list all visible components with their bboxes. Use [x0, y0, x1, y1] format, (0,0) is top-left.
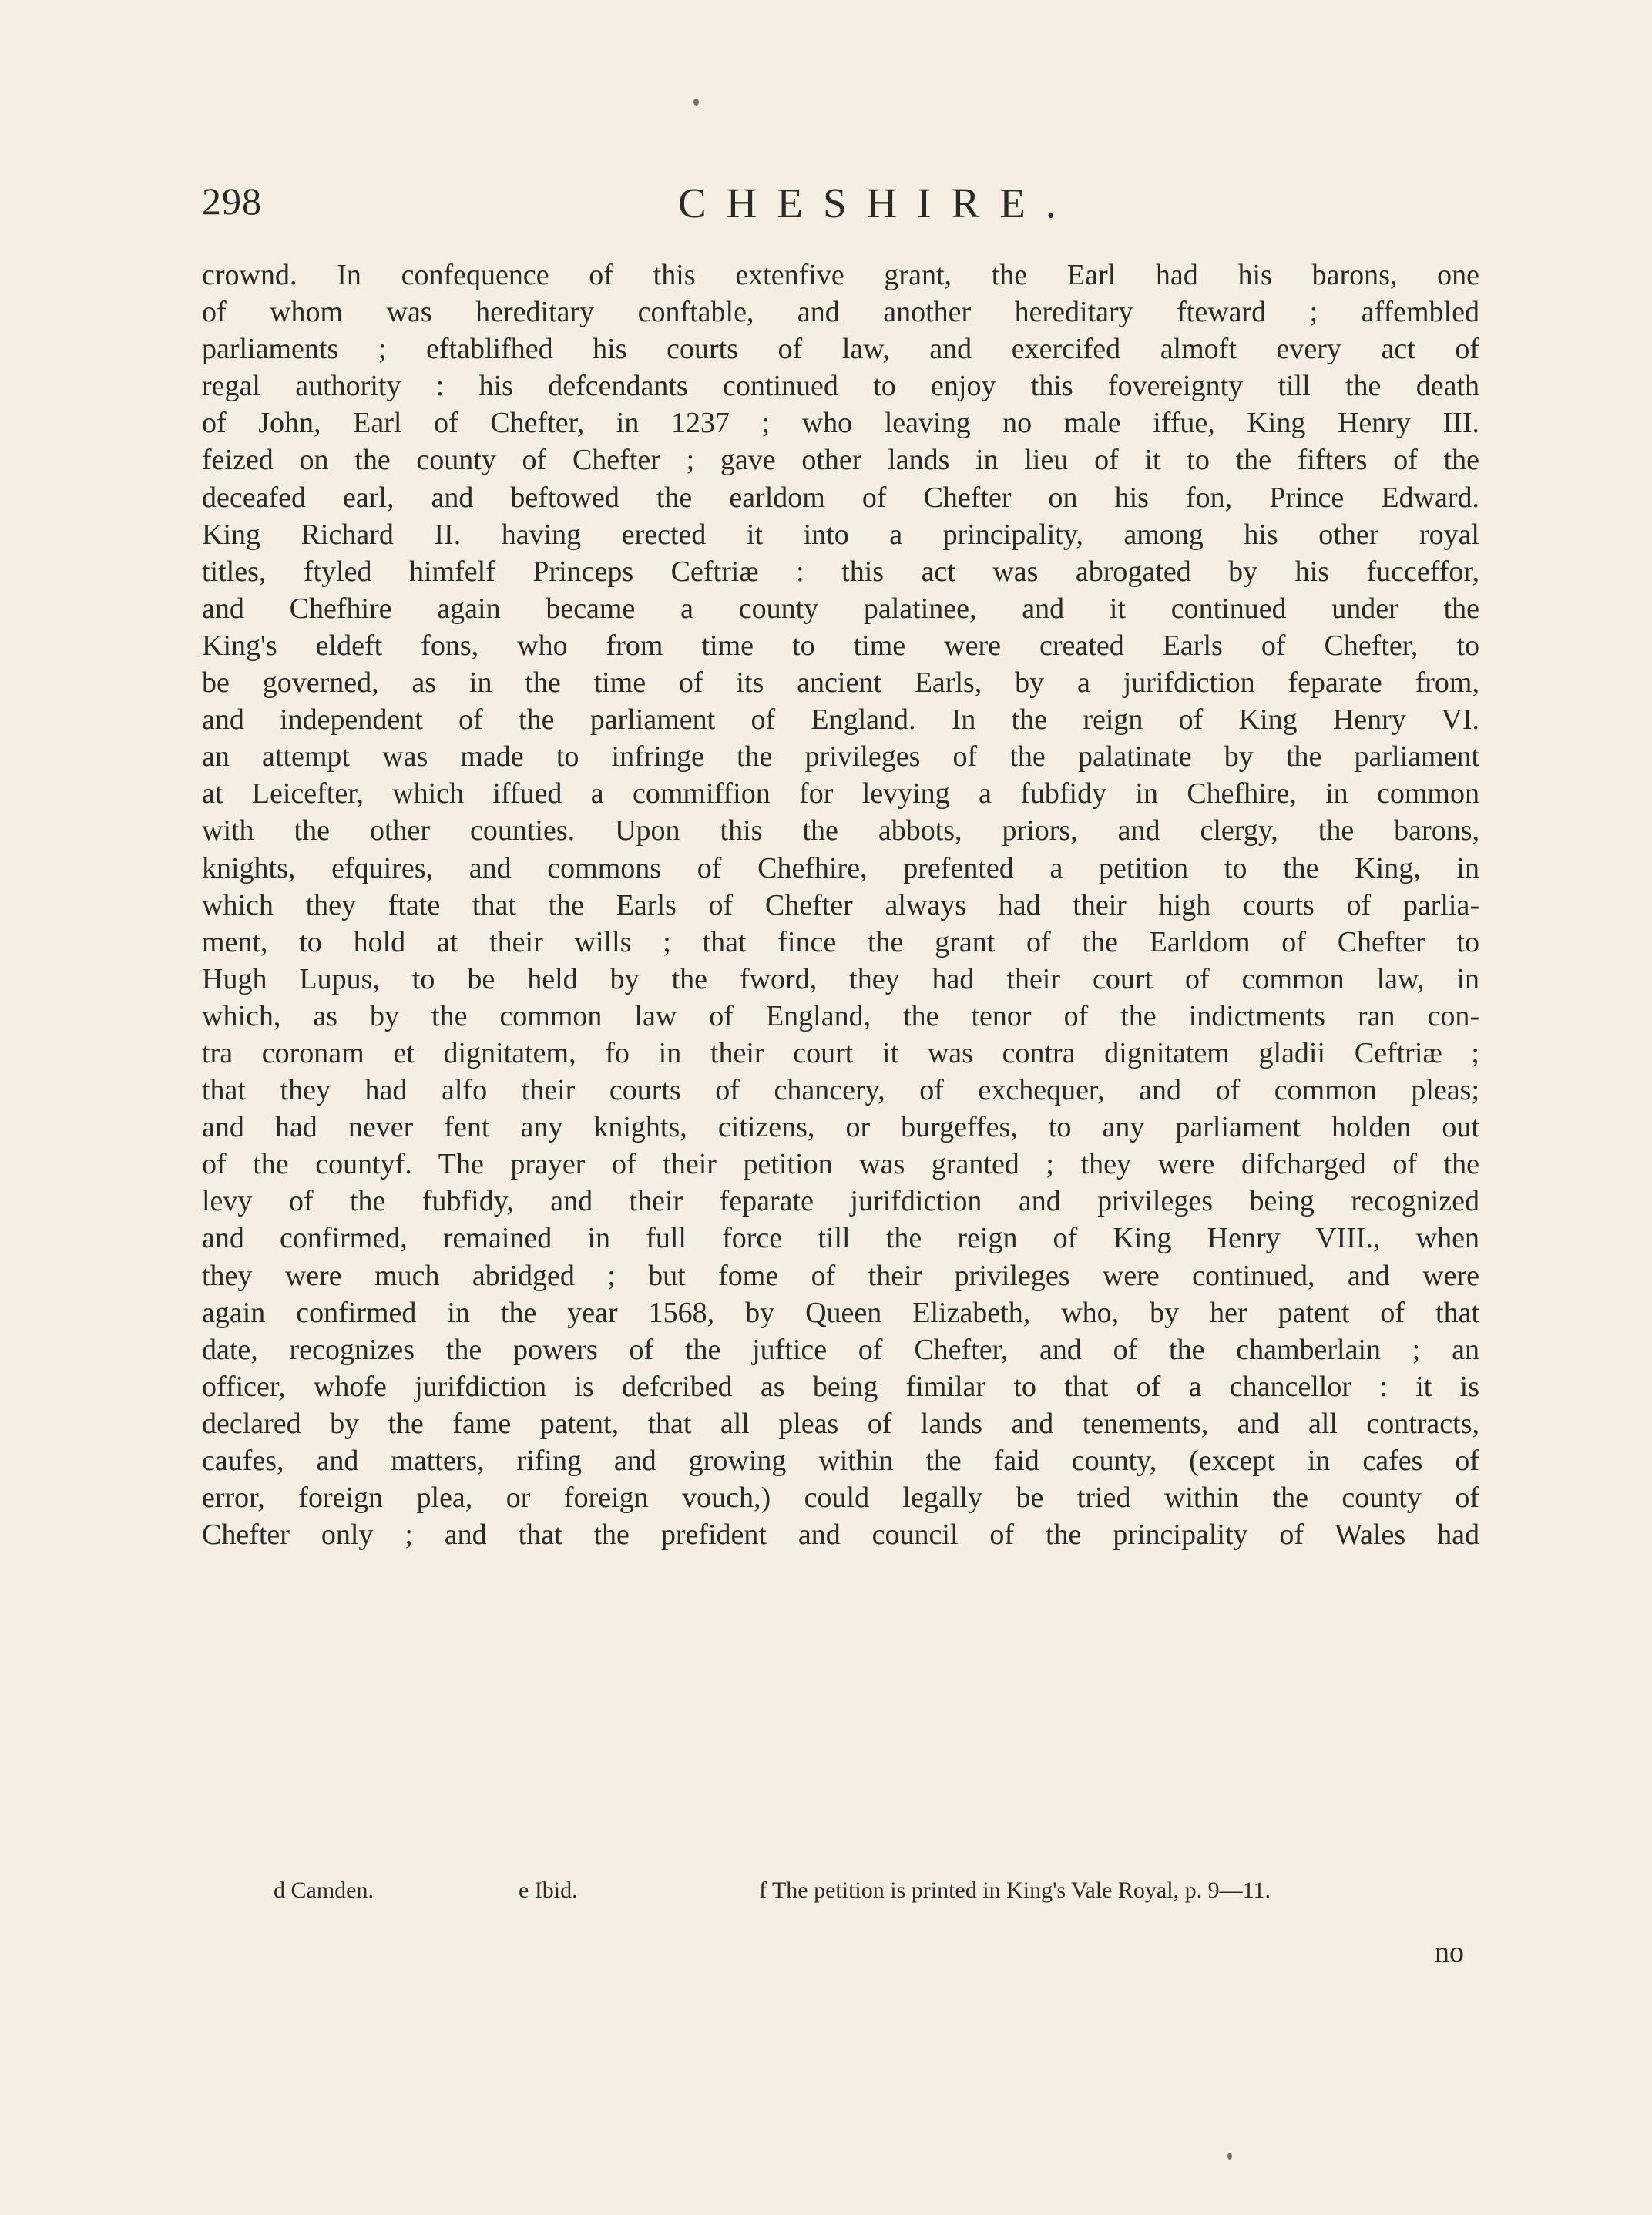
text-line: which, as by the common law of England, the tenor of the indictments ran con- [202, 999, 1479, 1032]
text-line: at Leicefter, which iffued a commiffion for levying a fubfidy in Chefhire, in common [202, 777, 1479, 810]
text-line: crownd. In confequence of this extenfive grant, the Earl had his barons, one [202, 259, 1479, 291]
text-line: and independent of the parliament of England. In the reign of King Henry VI. [202, 703, 1479, 737]
footnote-e: e Ibid. [519, 1878, 578, 1903]
text-line: date, recognizes the powers of the juftice of Chefter, and of the chamberlain ; an [202, 1333, 1479, 1366]
text-line: ment, to hold at their wills ; that fince the grant of the Earldom of Chefter to [202, 925, 1479, 958]
footnote-f: f The petition is printed in King's Vale Royal, p. 9—11. [759, 1878, 1271, 1903]
text-line: with the other counties. Upon this the abbots, priors, and clergy, the barons, [202, 814, 1479, 847]
text-line: levy of the fubfidy, and their feparate jurifdiction and privileges being recognized [202, 1185, 1479, 1218]
text-line: again confirmed in the year 1568, by Queen Elizabeth, who, by her patent of that [202, 1296, 1479, 1329]
text-line: deceafed earl, and beftowed the earldom of Chefter on his fon, Prince Edward. [202, 481, 1479, 514]
text-line: caufes, and matters, rifing and growing within the faid county, (except in cafes of [202, 1445, 1479, 1477]
text-line: and had never fent any knights, citizens, or burgeffes, to any parliament holden out [202, 1111, 1479, 1144]
footnote-d: d Camden. [274, 1878, 374, 1903]
text-line: knights, efquires, and commons of Chefhire, prefented a petition to the King, in [202, 851, 1479, 884]
text-line: which they ftate that the Earls of Chefter always had their high courts of parlia- [202, 888, 1479, 921]
text-line: be governed, as in the time of its ancient Earls, by a jurifdiction feparate from, [202, 666, 1479, 700]
page-number: 298 [202, 180, 262, 223]
text-line: and confirmed, remained in full force till the reign of King Henry VIII., when [202, 1222, 1479, 1255]
text-line: of John, Earl of Chefter, in 1237 ; who leaving no male iffue, King Henry III. [202, 407, 1479, 440]
text-line: of whom was hereditary conftable, and another hereditary fteward ; affembled [202, 296, 1479, 329]
text-line: error, foreign plea, or foreign vouch,) could legally be tried within the county of [202, 1482, 1479, 1515]
catchword: no [1435, 1936, 1464, 1968]
text-line: officer, whofe jurifdiction is defcribed as being fimilar to that of a chancellor : it is [202, 1370, 1479, 1403]
text-line: declared by the fame patent, that all pleas of lands and tenements, and all contracts, [202, 1407, 1479, 1440]
text-line: King's eldeft fons, who from time to time were created Earls of Chefter, to [202, 629, 1479, 662]
body-text [202, 257, 1479, 1553]
running-title: CHESHIRE. [678, 180, 1076, 227]
text-line: parliaments ; eftablifhed his courts of law, and exercifed almoft every act of [202, 333, 1479, 366]
ink-speck [1227, 2153, 1232, 2160]
text-line: they were much abridged ; but fome of their privileges were continued, and were [202, 1259, 1479, 1292]
text-line: and Chefhire again became a county palatinee, and it continued under the [202, 592, 1479, 625]
text-line: that they had alfo their courts of chancery, of exchequer, and of common pleas; [202, 1074, 1479, 1107]
text-line: tra coronam et dignitatem, fo in their court it was contra dignitatem gladii Ceftriæ ; [202, 1036, 1479, 1069]
text-line: an attempt was made to infringe the privileges of the palatinate by the parliament [202, 740, 1479, 774]
text-line: of the countyf. The prayer of their petition was granted ; they were difcharged of the [202, 1148, 1479, 1181]
text-line: regal authority : his defcendants continued to enjoy this fovereignty till the death [202, 370, 1479, 403]
footnotes [274, 1878, 1491, 1915]
text-line: King Richard II. having erected it into a principality, among his other royal [202, 518, 1479, 551]
text-line: Chefter only ; and that the prefident and council of the principality of Wales had [202, 1519, 1479, 1552]
text-line: Hugh Lupus, to be held by the fword, they had their court of common law, in [202, 962, 1479, 995]
page-header [0, 179, 1652, 233]
text-line: feized on the county of Chefter ; gave other lands in lieu of it to the fifters of the [202, 444, 1479, 477]
ink-speck [693, 99, 699, 106]
text-line: titles, ftyled himfelf Princeps Ceftriæ : this act was abrogated by his fucceffor, [202, 555, 1479, 588]
